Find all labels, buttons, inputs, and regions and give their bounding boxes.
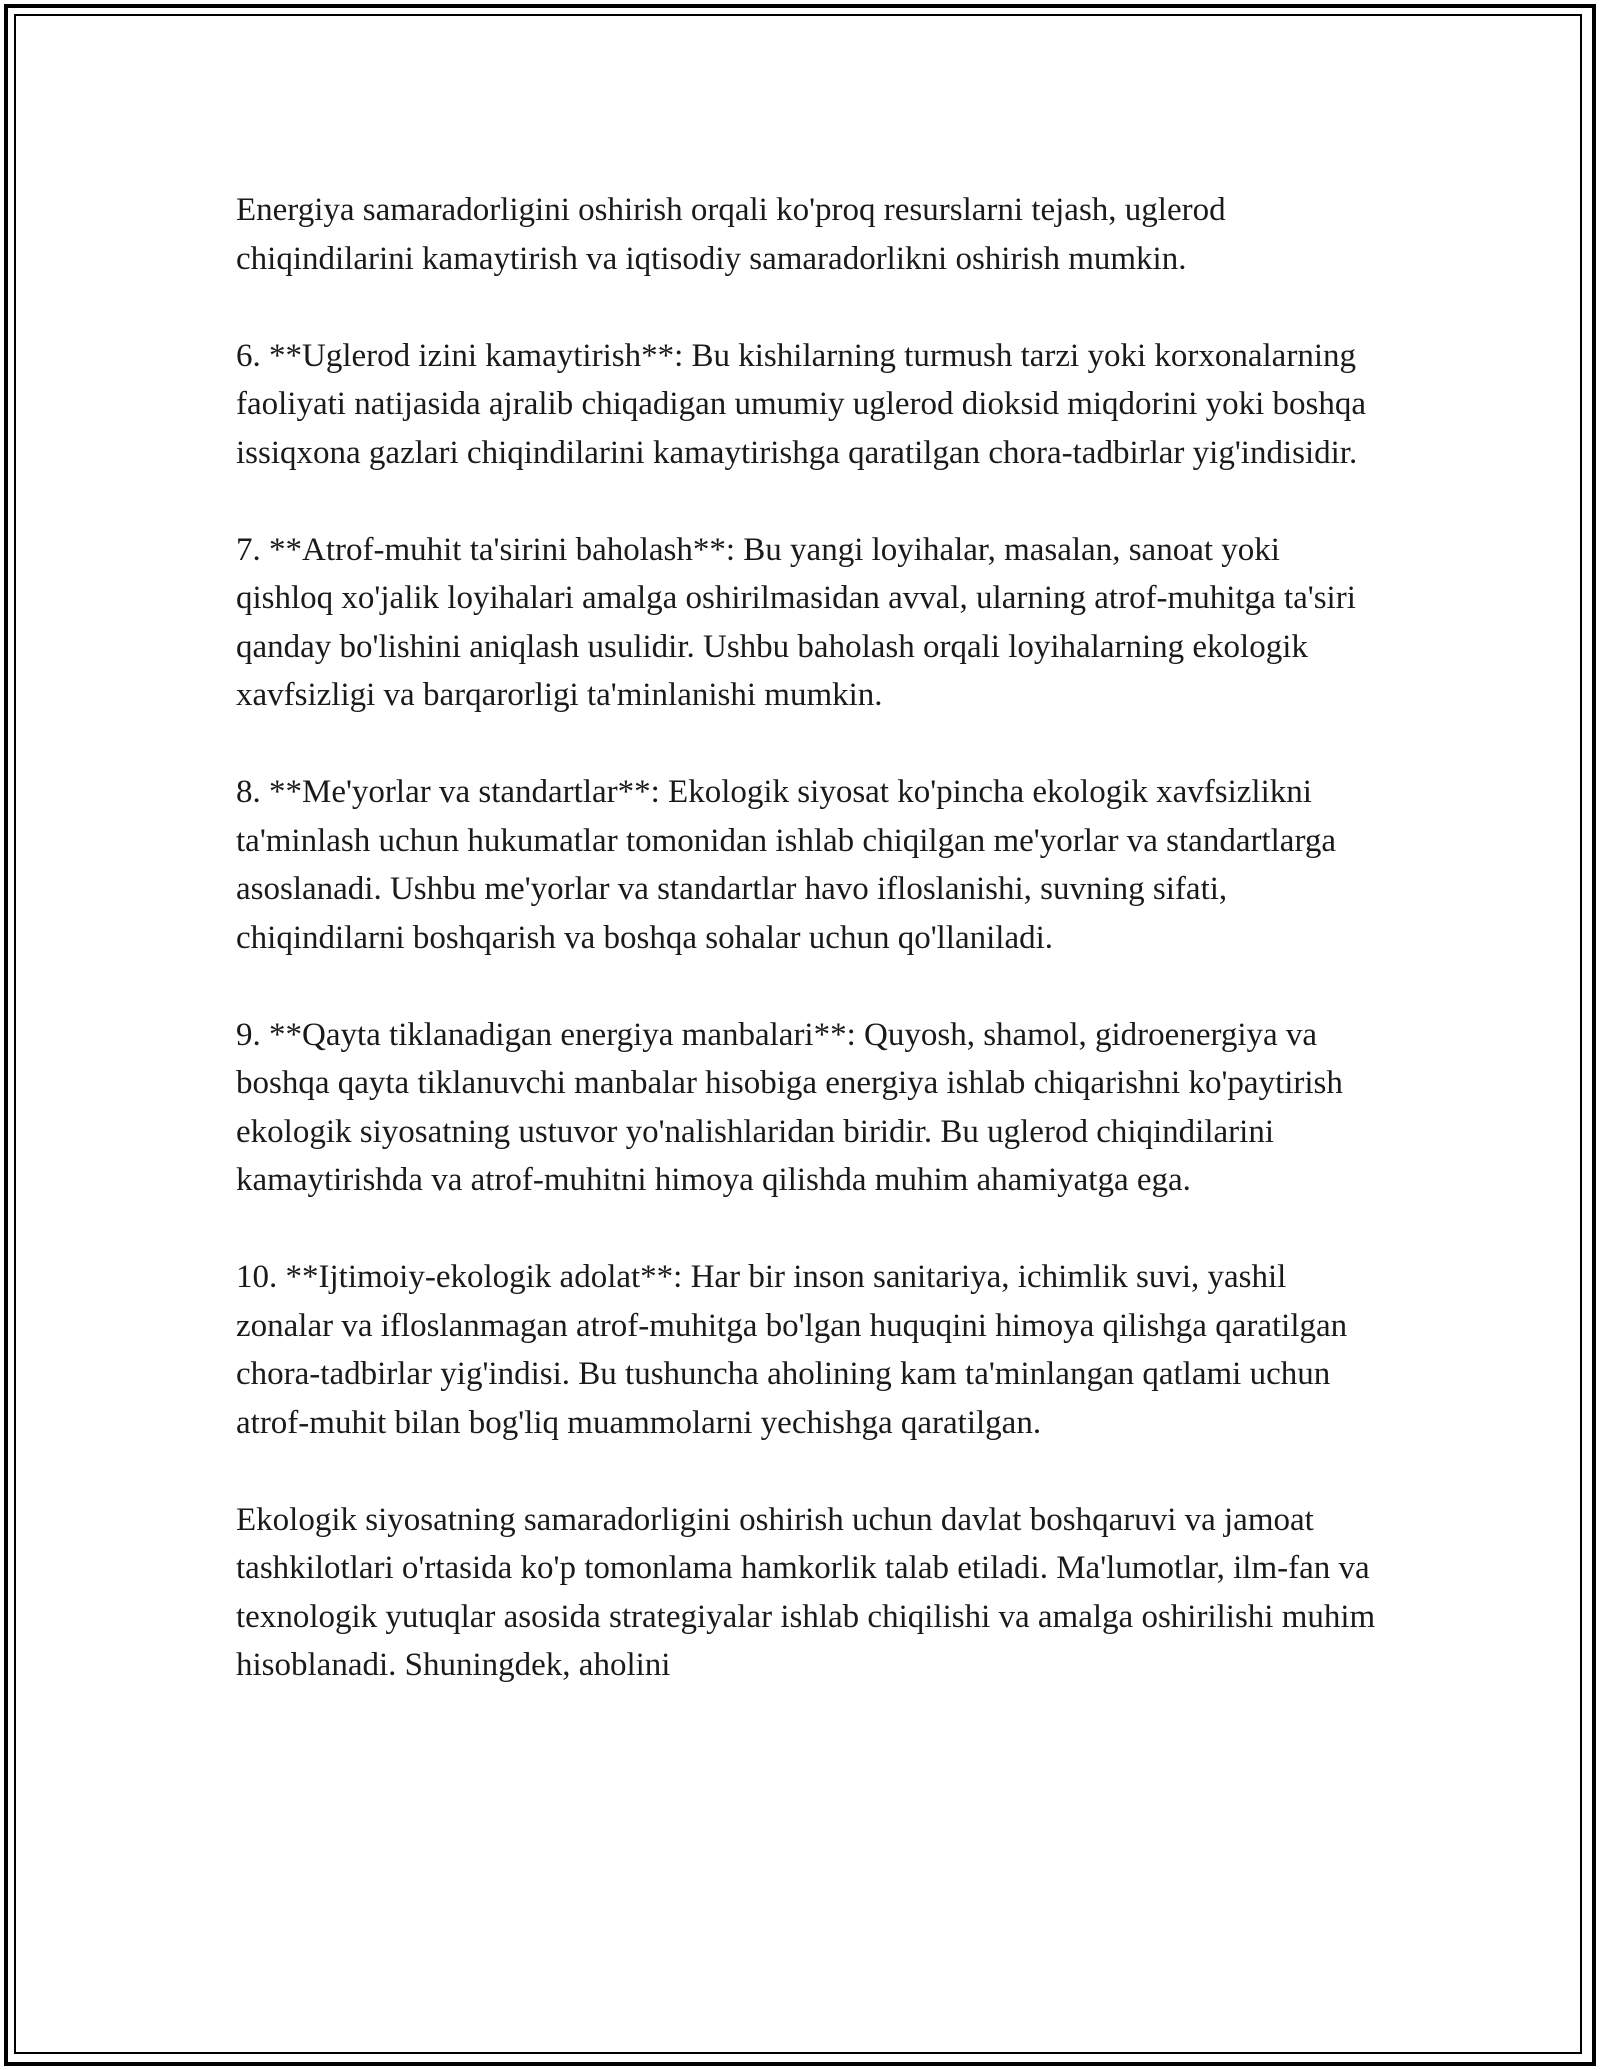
paragraph-item-9: 9. **Qayta tiklanadigan energiya manbalari**: Quyosh, shamol, gidroenergiya va boshqa qayta tiklanuvchi manbalar hisobiga energiya ishlab chiqarishni ko'paytirish ekologik siyosatning ustuvor yo'nalishlaridan biridir. Bu uglerod chiqindilarini kamaytirishda va atrof-muhitni himoya qilishda muhim ahamiyatga ega.	[236, 1016, 1343, 1198]
paragraph-conclusion: Ekologik siyosatning samaradorligini oshirish uchun davlat boshqaruvi va jamoat tashkilotlari o'rtasida ko'p tomonlama hamkorlik talab etiladi. Ma'lumotlar, ilm-fan va texnologik yutuqlar asosida strategiyalar ishlab chiqilishi va amalga oshirilishi muhim hisoblanadi. Shuningdek, aholini	[236, 1501, 1376, 1683]
document-body	[236, 186, 1376, 1738]
paragraph-item-8: 8. **Me'yorlar va standartlar**: Ekologik siyosat ko'pincha ekologik xavfsizlikni ta'minlash uchun hukumatlar tomonidan ishlab chiqilgan me'yorlar va standartlarga asoslanadi. Ushbu me'yorlar va standartlar havo ifloslanishi, suvning sifati, chiqindilarni boshqarish va boshqa sohalar uchun qo'llaniladi.	[236, 774, 1336, 956]
paragraph-item-10: 10. **Ijtimoiy-ekologik adolat**: Har bir inson sanitariya, ichimlik suvi, yashil zonalar va ifloslanmagan atrof-muhitga bo'lgan huquqini himoya qilishga qaratilgan chora-tadbirlar yig'indisi. Bu tushuncha aholining kam ta'minlangan qatlami uchun atrof-muhit bilan bog'liq muammolarni yechishga qaratilgan.	[236, 1259, 1348, 1441]
paragraph-item-6: 6. **Uglerod izini kamaytirish**: Bu kishilarning turmush tarzi yoki korxonalarning faoliyati natijasida ajralib chiqadigan umumiy uglerod dioksid miqdorini yoki boshqa issiqxona gazlari chiqindilarini kamaytirishga qaratilgan chora-tadbirlar yig'indisidir.	[236, 337, 1367, 471]
paragraph-item-7: 7. **Atrof-muhit ta'sirini baholash**: Bu yangi loyihalar, masalan, sanoat yoki qishloq xo'jalik loyihalari amalga oshirilmasidan avval, ularning atrof-muhitga ta'siri qanday bo'lishini aniqlash usulidir. Ushbu baholash orqali loyihalarning ekologik xavfsizligi va barqarorligi ta'minlanishi mumkin.	[236, 531, 1356, 713]
paragraph-intro: Energiya samaradorligini oshirish orqali ko'proq resurslarni tejash, uglerod chiqindilarini kamaytirish va iqtisodiy samaradorlikni oshirish mumkin.	[236, 192, 1226, 277]
